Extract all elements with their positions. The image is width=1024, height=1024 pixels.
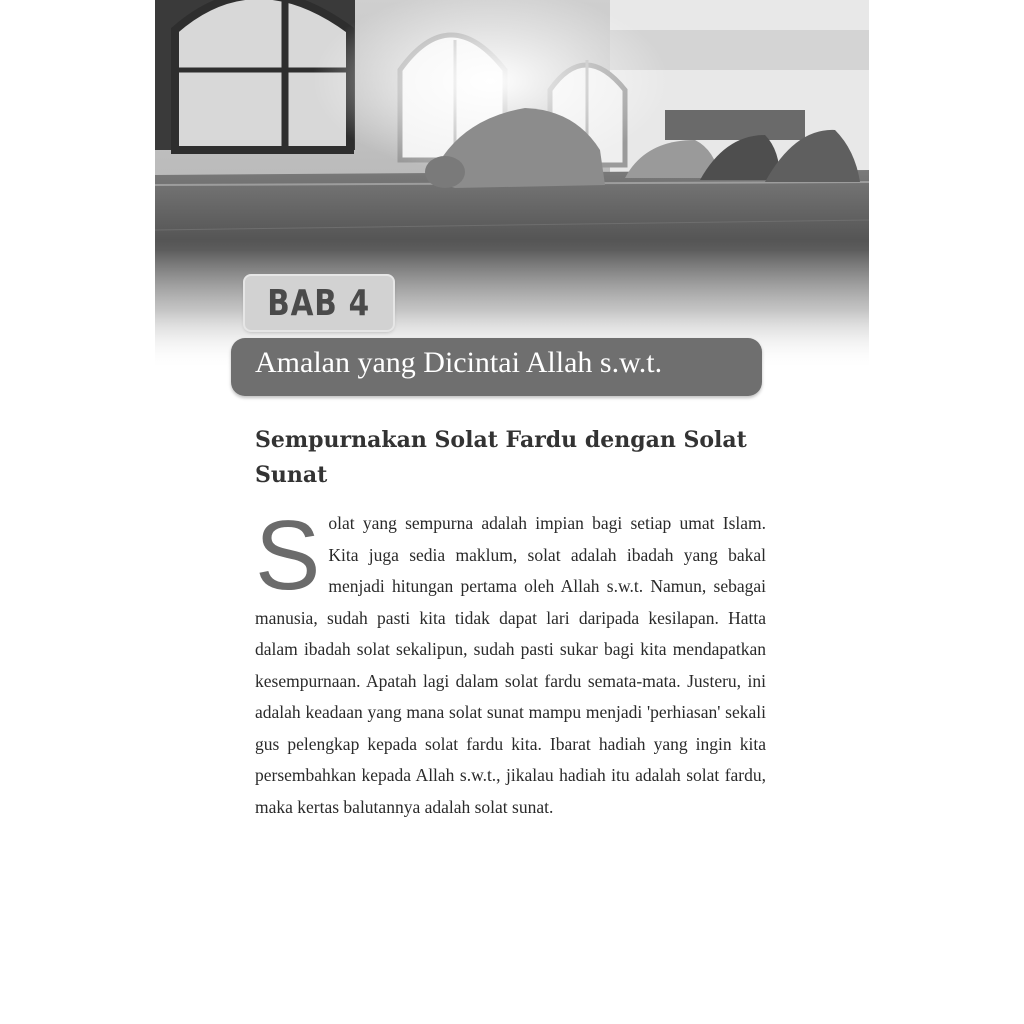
chapter-title: Amalan yang Dicintai Allah s.w.t.: [255, 346, 663, 379]
section-heading: Sempurnakan Solat Fardu dengan Solat Sunat: [255, 427, 747, 488]
chapter-title-bar: [231, 338, 762, 396]
chapter-badge-label: BAB 4: [267, 282, 371, 324]
paragraph-text: olat yang sempurna adalah impian bagi setiap umat Islam. Kita juga sedia maklum, solat adalah ibadah yang bakal menjadi hitungan pertama oleh Allah s.w.t. Namun, sebagai manusia, sudah pasti kita tidak dapat lari daripada kesilapan. Hatta dalam ibadah solat sekalipun, sudah pasti sukar bagi kita mendapatkan kesempurnaan. Apatah lagi dalam solat fardu semata-mata. Justeru, ini adalah keadaan yang mana solat sunat mampu menjadi 'perhiasan' sekali gus pelengkap kepada solat fardu kita. Ibarat hadiah yang ingin kita persembahkan kepada Allah s.w.t., jikalau hadiah itu adalah solat fardu, maka kertas balutannya adalah solat sunat.: [255, 513, 766, 817]
chapter-badge: [245, 276, 393, 330]
drop-cap: S: [255, 500, 321, 610]
body-paragraph: [255, 500, 766, 823]
